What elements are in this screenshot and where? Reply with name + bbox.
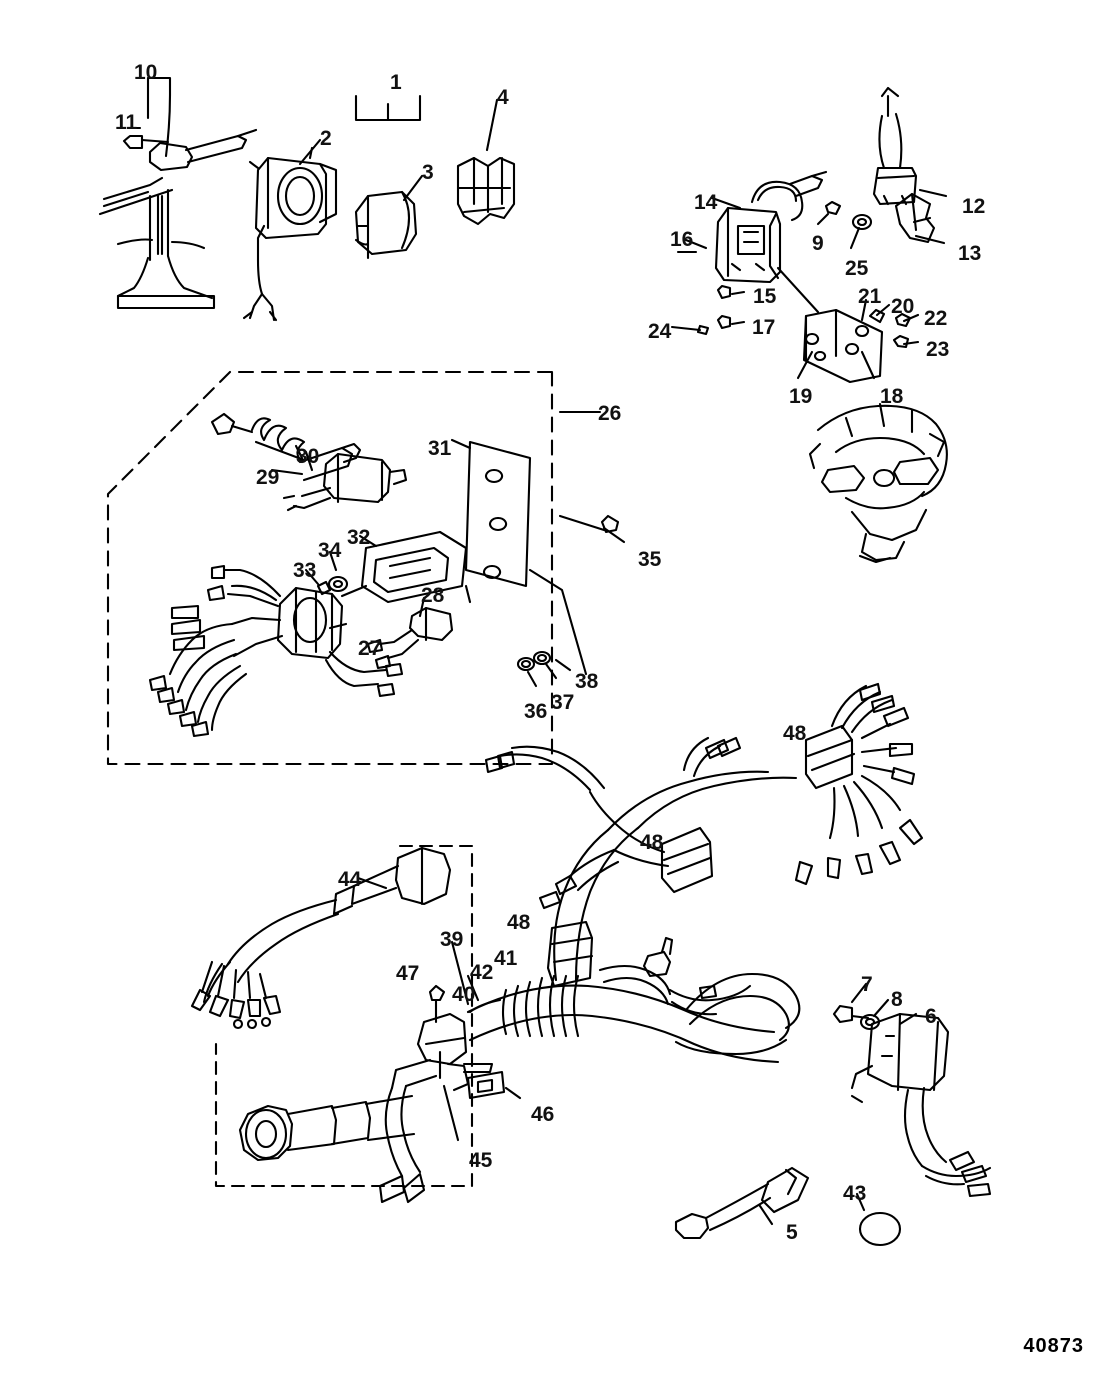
callout-number: 18 bbox=[880, 385, 904, 408]
callout-number: 45 bbox=[469, 1149, 493, 1172]
callout-number: 21 bbox=[858, 285, 882, 308]
callout-number: 4 bbox=[497, 86, 509, 109]
callout-number: 10 bbox=[134, 61, 158, 84]
callout-number: 24 bbox=[648, 320, 672, 343]
callout-number: 8 bbox=[891, 988, 903, 1011]
callout-number: 38 bbox=[575, 670, 599, 693]
callout-number: 43 bbox=[843, 1182, 867, 1205]
callout-number: 44 bbox=[338, 868, 362, 891]
callout-number: 1 bbox=[390, 71, 402, 94]
callout-number: 26 bbox=[598, 402, 622, 425]
callout-number: 33 bbox=[293, 559, 317, 582]
callout-number: 12 bbox=[962, 195, 986, 218]
callout-number: 48 bbox=[783, 722, 807, 745]
callout-number: 13 bbox=[958, 242, 982, 265]
callout-number: 20 bbox=[891, 295, 915, 318]
callout-number: 42 bbox=[470, 961, 494, 984]
callout-number: 11 bbox=[115, 111, 138, 134]
drawing-number: 40873 bbox=[1023, 1335, 1084, 1357]
callout-number: 19 bbox=[789, 385, 813, 408]
callout-number: 35 bbox=[638, 548, 662, 571]
callout-number: 3 bbox=[422, 161, 434, 184]
callout-number: 48 bbox=[507, 911, 531, 934]
callout-number: 29 bbox=[256, 466, 280, 489]
callout-number: 46 bbox=[531, 1103, 555, 1126]
callout-number: 17 bbox=[752, 316, 776, 339]
callout-number: 48 bbox=[640, 831, 664, 854]
callout-number: 47 bbox=[396, 962, 420, 985]
callout-number: 5 bbox=[786, 1221, 798, 1244]
callout-number: 39 bbox=[440, 928, 464, 951]
callout-number: 16 bbox=[670, 228, 694, 251]
callout-number: 22 bbox=[924, 307, 948, 330]
callout-number: 40 bbox=[452, 983, 476, 1006]
callout-number: 7 bbox=[861, 973, 873, 996]
callout-number: 28 bbox=[421, 584, 445, 607]
callout-number: 14 bbox=[694, 191, 718, 214]
callout-number: 23 bbox=[926, 338, 950, 361]
callout-number: 27 bbox=[358, 637, 382, 660]
callout-number: 32 bbox=[347, 526, 371, 549]
callout-number: 41 bbox=[494, 947, 518, 970]
callout-number: 37 bbox=[551, 691, 575, 714]
callout-number: 9 bbox=[812, 232, 824, 255]
callout-number: 31 bbox=[428, 437, 452, 460]
callout-number: 30 bbox=[296, 445, 320, 468]
callout-number: 25 bbox=[845, 257, 869, 280]
callout-number: 2 bbox=[320, 127, 332, 150]
callout-number: 34 bbox=[318, 539, 342, 562]
callout-number: 36 bbox=[524, 700, 548, 723]
callout-number: 15 bbox=[753, 285, 777, 308]
callout-number: 6 bbox=[925, 1005, 937, 1028]
